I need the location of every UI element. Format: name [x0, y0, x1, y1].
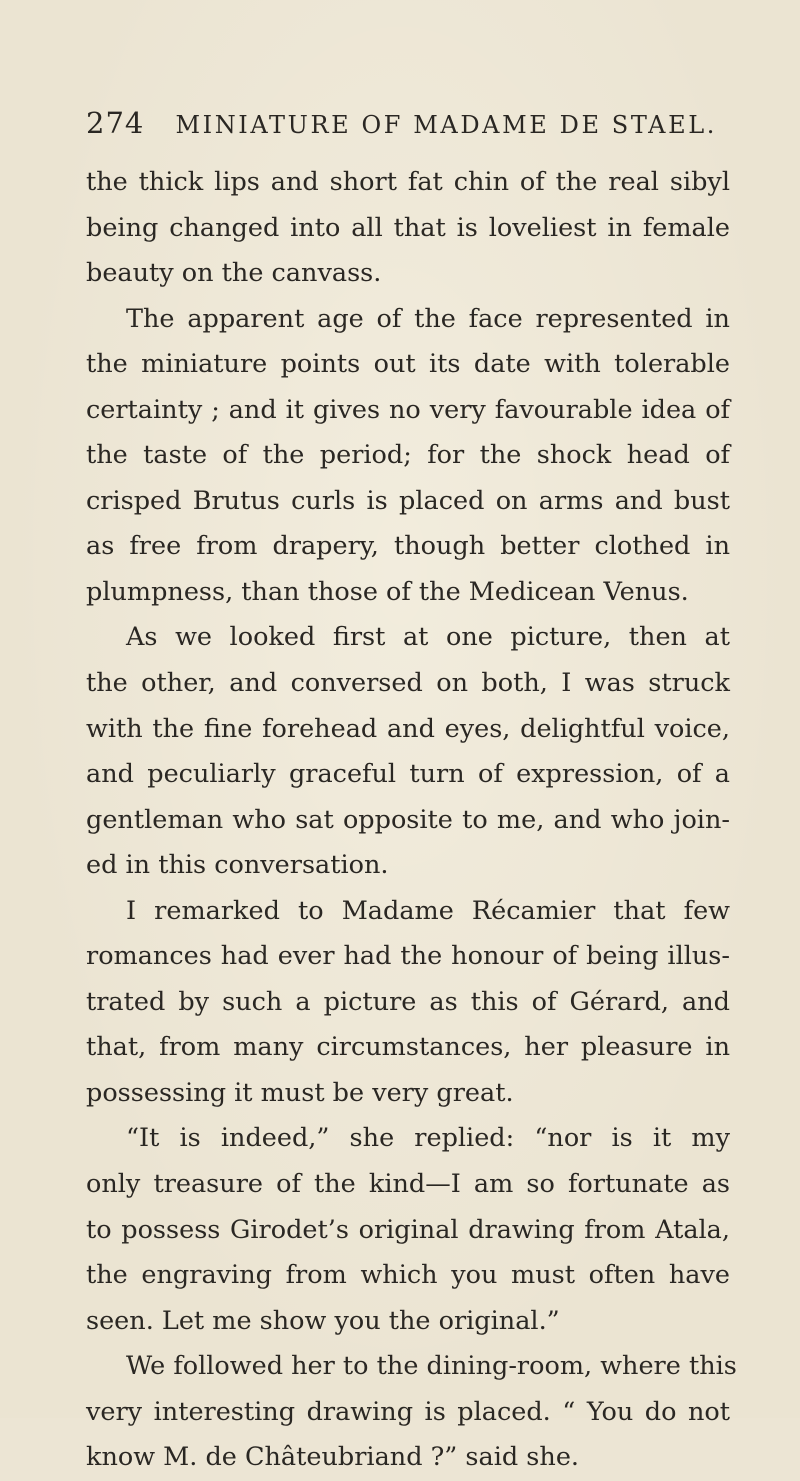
text-line: seen. Let me show you the original.”	[86, 1305, 560, 1336]
text-line: certainty ; and it gives no very favourable idea of	[86, 394, 730, 425]
paragraph	[86, 615, 730, 888]
paragraph	[86, 297, 730, 616]
text-line: being changed into all that is loveliest in female	[86, 212, 730, 243]
text-line: very interesting drawing is placed. “ You do not	[86, 1396, 730, 1427]
text-line: the thick lips and short fat chin of the real sibyl	[86, 167, 730, 197]
text-line: as free from drapery, though better clothed in	[86, 531, 730, 562]
text-line: ed in this conversation.	[86, 850, 389, 881]
text-line: We followed her to the dining-room, where this	[126, 1351, 737, 1382]
body-text	[86, 160, 737, 1481]
text-line: only treasure of the kind—I am so fortunate as	[86, 1169, 730, 1200]
running-head	[86, 106, 726, 150]
text-line: the engraving from which you must often have	[86, 1260, 730, 1291]
paragraph	[86, 1116, 730, 1344]
text-line: trated by such a picture as this of Gérard, and	[86, 986, 730, 1017]
text-line: with the fine forehead and eyes, delightful voice,	[86, 713, 730, 744]
text-line: possessing it must be very great.	[86, 1077, 514, 1108]
paragraph	[86, 889, 730, 1117]
paragraph	[86, 160, 730, 297]
text-line: the other, and conversed on both, I was struck	[86, 668, 730, 699]
text-line: The apparent age of the face represented in	[126, 303, 730, 334]
running-title: MINIATURE OF MADAME DE STAEL.	[175, 111, 717, 139]
text-line: and peculiarly graceful turn of expression, of a	[86, 759, 730, 790]
text-line: gentleman who sat opposite to me, and who join-	[86, 804, 730, 835]
page-number: 274	[86, 106, 145, 140]
text-line: know M. de Châteubriand ?” said she.	[86, 1442, 580, 1473]
text-line: the taste of the period; for the shock head of	[86, 440, 730, 471]
text-line: to possess Girodet’s original drawing from Atala,	[86, 1214, 730, 1245]
text-line: As we looked first at one picture, then at	[126, 622, 730, 653]
text-line: plumpness, than those of the Medicean Venus.	[86, 576, 689, 607]
text-line: beauty on the canvass.	[86, 258, 382, 289]
text-line: I remarked to Madame Récamier that few	[126, 895, 730, 926]
paragraph	[86, 1344, 737, 1481]
text-line: crisped Brutus curls is placed on arms and bust	[86, 485, 730, 516]
text-line: “It is indeed,” she replied: “nor is it my	[126, 1123, 730, 1154]
text-line: romances had ever had the honour of being illus-	[86, 941, 730, 972]
text-line: the miniature points out its date with tolerable	[86, 349, 730, 380]
text-line: that, from many circumstances, her pleasure in	[86, 1032, 730, 1063]
